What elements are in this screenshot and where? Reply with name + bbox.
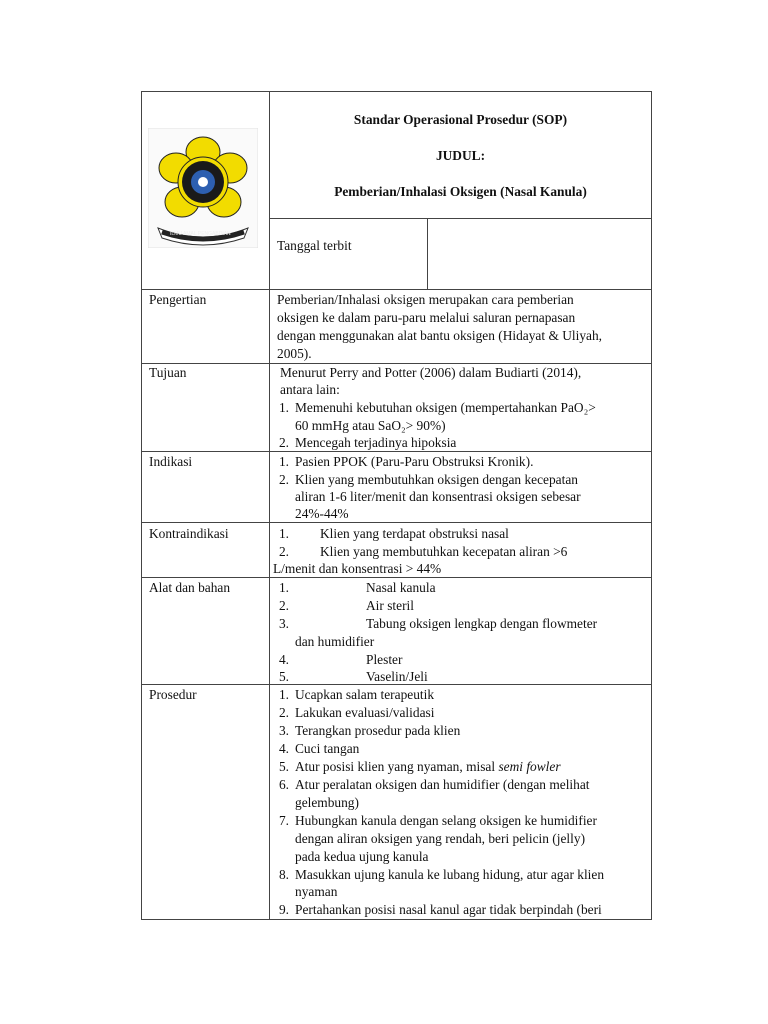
list-number: 1. (278, 580, 289, 595)
judul-label: JUDUL: (435, 148, 486, 163)
list-item: Pertahankan posisi nasal kanul agar tidak berpindah (beri (295, 902, 602, 917)
tujuan-intro: antara lain: (280, 382, 340, 397)
list-item: Ucapkan salam terapeutik (295, 687, 435, 702)
list-item: Memenuhi kebutuhan oksigen (mempertahankan PaO₂> (295, 400, 596, 415)
kontraindikasi-label: Kontraindikasi (149, 526, 229, 541)
table-border-bottom (141, 919, 652, 920)
list-number: 2. (278, 598, 289, 613)
list-number: 1. (278, 687, 289, 702)
indikasi-label: Indikasi (149, 454, 193, 469)
university-logo (148, 128, 258, 248)
table-divider-4 (141, 522, 652, 523)
list-item: Cuci tangan (295, 741, 360, 756)
list-item: dan humidifier (295, 634, 375, 649)
list-item: Plester (366, 652, 403, 667)
alat-label: Alat dan bahan (149, 580, 231, 595)
table-divider-1 (141, 289, 652, 290)
list-item: pada kedua ujung kanula (295, 849, 429, 864)
pengertian-line: Pemberian/Inhalasi oksigen merupakan cara pemberian (277, 292, 574, 307)
list-number: 2. (278, 544, 289, 559)
table-divider-date (427, 218, 428, 289)
list-item: Klien yang membutuhkan oksigen dengan kecepatan (295, 472, 578, 487)
table-border-right (651, 91, 652, 920)
list-item: Hubungkan kanula dengan selang oksigen ke humidifier (295, 813, 597, 828)
list-number: 6. (278, 777, 289, 792)
list-item: Klien yang membutuhkan kecepatan aliran >6 (320, 544, 568, 559)
list-number: 4. (278, 741, 289, 756)
list-item (295, 758, 561, 776)
list-item: gelembung) (295, 795, 359, 810)
list-number: 2. (278, 435, 289, 450)
list-item: Terangkan prosedur pada klien (295, 723, 461, 738)
list-number: 5. (278, 669, 289, 684)
list-item: Atur peralatan oksigen dan humidifier (dengan melihat (295, 777, 590, 792)
university-emblem-icon (148, 128, 258, 248)
list-number: 4. (278, 652, 289, 667)
list-item: Vaselin/Jeli (366, 669, 428, 684)
tanggal-terbit-label: Tanggal terbit (277, 238, 352, 253)
list-item: Masukkan ujung kanula ke lubang hidung, atur agar klien (295, 867, 605, 882)
list-item-text: Atur posisi klien yang nyaman, misal (295, 759, 499, 774)
list-item: aliran 1-6 liter/menit dan konsentrasi oksigen sebesar (295, 489, 581, 504)
tujuan-label: Tujuan (149, 365, 187, 380)
list-item: dengan aliran oksigen yang rendah, beri pelicin (jelly) (295, 831, 586, 846)
list-number: 8. (278, 867, 289, 882)
tujuan-intro: Menurut Perry and Potter (2006) dalam Budiarti (2014), (280, 365, 582, 380)
pengertian-label: Pengertian (149, 292, 207, 307)
list-number: 9. (278, 902, 289, 917)
table-border-top (141, 91, 652, 92)
pengertian-line: oksigen ke dalam paru-paru melalui saluran pernapasan (277, 310, 576, 325)
list-item: Nasal kanula (366, 580, 436, 595)
list-item: Mencegah terjadinya hipoksia (295, 435, 457, 450)
list-item: 24%-44% (295, 506, 349, 521)
list-number: 1. (278, 454, 289, 469)
list-item: Tabung oksigen lengkap dengan flowmeter (366, 616, 598, 631)
list-item: Pasien PPOK (Paru-Paru Obstruksi Kronik). (295, 454, 534, 469)
list-number: 1. (278, 400, 289, 415)
list-number: 2. (278, 705, 289, 720)
table-divider-header (269, 218, 652, 219)
list-item: Lakukan evaluasi/validasi (295, 705, 435, 720)
prosedur-label: Prosedur (149, 687, 197, 702)
list-item: 60 mmHg atau SaO₂> 90%) (295, 418, 446, 433)
list-number: 2. (278, 472, 289, 487)
list-number: 5. (278, 759, 289, 774)
list-item: Air steril (366, 598, 414, 613)
list-item: nyaman (295, 884, 338, 899)
pengertian-line: 2005). (277, 346, 312, 361)
sop-title: Standar Operasional Prosedur (SOP) (353, 112, 568, 127)
list-number: 3. (278, 616, 289, 631)
list-item: Klien yang terdapat obstruksi nasal (320, 526, 509, 541)
table-border-left (141, 91, 142, 920)
logo-motto: ILMU AMAL PENGABDIAN (170, 231, 231, 237)
list-number: 1. (278, 526, 289, 541)
pengertian-line: dengan menggunakan alat bantu oksigen (Hidayat & Uliyah, (277, 328, 603, 343)
list-number: 3. (278, 723, 289, 738)
sop-subtitle: Pemberian/Inhalasi Oksigen (Nasal Kanula) (334, 184, 587, 199)
list-item: L/menit dan konsentrasi > 44% (273, 561, 442, 576)
table-divider-col (269, 91, 270, 920)
list-number: 7. (278, 813, 289, 828)
list-item-italic: semi fowler (498, 759, 561, 774)
